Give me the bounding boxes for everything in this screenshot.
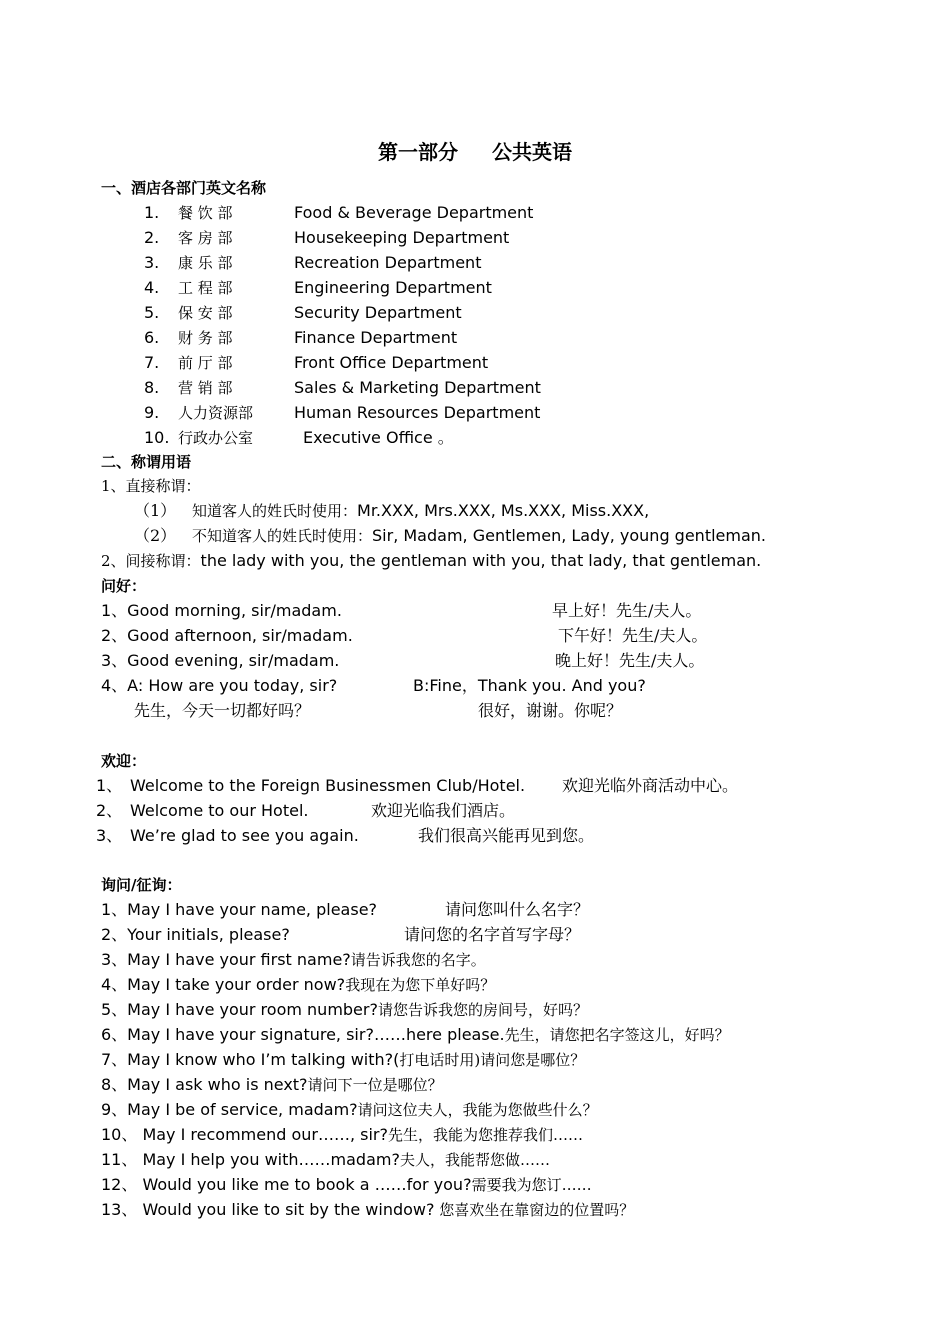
- department-english-name: Sales & Marketing Department: [294, 378, 541, 397]
- department-chinese-name: 康 乐 部: [178, 254, 233, 272]
- inquiry-4: 4、May I take your order now?我现在为您下单好吗？: [101, 975, 496, 994]
- department-number: 10.: [144, 428, 170, 447]
- inquiry-8: 8、May I ask who is next?请问下一位是哪位？: [101, 1075, 443, 1094]
- greeting-3-en: 3、Good evening, sir/madam.: [101, 651, 340, 670]
- welcome-2-cn: 欢迎光临我们酒店。: [371, 801, 516, 820]
- department-chinese-name: 营 销 部: [178, 379, 233, 397]
- department-english-name: Engineering Department: [294, 278, 492, 297]
- department-chinese-name: 客 房 部: [178, 229, 233, 247]
- department-english-name: Executive Office 。: [303, 428, 454, 447]
- welcome-2-en: Welcome to our Hotel.: [130, 801, 309, 820]
- direct-address-label: 1、直接称谓：: [101, 477, 201, 495]
- department-number: 5.: [144, 303, 160, 322]
- inquiry-5: 5、May I have your room number?请您告诉我您的房间号，好吗？: [101, 1000, 588, 1019]
- department-english-name: Security Department: [294, 303, 462, 322]
- department-number: 2.: [144, 228, 160, 247]
- direct-1-number: （1）: [134, 501, 177, 520]
- greeting-1-cn: 早上好！先生/夫人。: [552, 601, 702, 620]
- department-number: 3.: [144, 253, 160, 272]
- greeting-4-question: 4、A: How are you today, sir?: [101, 676, 338, 695]
- welcome-1-number: 1、: [96, 776, 123, 795]
- department-number: 8.: [144, 378, 160, 397]
- direct-2-text: 不知道客人的姓氏时使用：Sir, Madam, Gentlemen, Lady, young gentleman.: [192, 526, 766, 545]
- department-number: 6.: [144, 328, 160, 347]
- greeting-2-cn: 下午好！先生/夫人。: [558, 626, 708, 645]
- inquiry-13: 13、 Would you like to sit by the window? 您喜欢坐在靠窗边的位置吗？: [101, 1200, 635, 1219]
- inquiry-10: 10、 May I recommend our……, sir?先生，我能为您推荐我们……: [101, 1125, 584, 1144]
- department-row: [0, 428, 950, 448]
- greeting-3-cn: 晚上好！先生/夫人。: [555, 651, 705, 670]
- direct-2-number: （2）: [134, 526, 177, 545]
- department-english-name: Finance Department: [294, 328, 458, 347]
- department-row: [0, 303, 950, 323]
- welcome-2-number: 2、: [96, 801, 123, 820]
- inquiry-2-en: 2、Your initials, please?: [101, 925, 290, 944]
- greeting-2-en: 2、Good afternoon, sir/madam.: [101, 626, 353, 645]
- department-chinese-name: 人力资源部: [178, 404, 254, 422]
- direct-1-text: 知道客人的姓氏时使用：Mr.XXX, Mrs.XXX, Ms.XXX, Miss.XXX,: [192, 501, 650, 520]
- department-row: [0, 278, 950, 298]
- department-english-name: Human Resources Department: [294, 403, 541, 422]
- department-row: [0, 378, 950, 398]
- welcome-1-en: Welcome to the Foreign Businessmen Club/Hotel.: [130, 776, 526, 795]
- welcome-1-cn: 欢迎光临外商活动中心。: [562, 776, 739, 795]
- department-number: 9.: [144, 403, 160, 422]
- title-part: 第一部分: [378, 140, 458, 164]
- welcome-3-number: 3、: [96, 826, 123, 845]
- department-row: [0, 253, 950, 273]
- greeting-4-question-cn: 先生，今天一切都好吗？: [134, 701, 311, 720]
- department-row: [0, 328, 950, 348]
- department-row: [0, 353, 950, 373]
- department-english-name: Housekeeping Department: [294, 228, 510, 247]
- indirect-address: 2、间接称谓：the lady with you, the gentleman with you, that lady, that gentleman.: [101, 551, 762, 570]
- department-chinese-name: 工 程 部: [178, 279, 233, 297]
- department-row: [0, 203, 950, 223]
- greetings-heading: 问好：: [101, 577, 147, 595]
- department-chinese-name: 餐 饮 部: [178, 204, 233, 222]
- welcome-3-cn: 我们很高兴能再见到您。: [418, 826, 595, 845]
- inquiry-12: 12、 Would you like me to book a ……for you?需要我为您订……: [101, 1175, 592, 1194]
- page-title: [0, 136, 950, 165]
- department-number: 4.: [144, 278, 160, 297]
- department-chinese-name: 行政办公室: [178, 429, 254, 447]
- greeting-1-en: 1、Good morning, sir/madam.: [101, 601, 342, 620]
- department-english-name: Recreation Department: [294, 253, 482, 272]
- greeting-4-answer-cn: 很好，谢谢。你呢？: [478, 701, 623, 720]
- inquiry-6: 6、May I have your signature, sir?……here please.先生，请您把名字签这儿，好吗？: [101, 1025, 730, 1044]
- department-english-name: Food & Beverage Department: [294, 203, 534, 222]
- department-chinese-name: 前 厅 部: [178, 354, 233, 372]
- section2-heading: 二、称谓用语: [101, 453, 192, 471]
- department-row: [0, 228, 950, 248]
- department-english-name: Front Office Department: [294, 353, 489, 372]
- department-chinese-name: 财 务 部: [178, 329, 233, 347]
- inquiry-1-cn: 请问您叫什么名字？: [445, 900, 590, 919]
- department-row: [0, 403, 950, 423]
- welcome-3-en: We’re glad to see you again.: [130, 826, 359, 845]
- welcome-heading: 欢迎：: [101, 752, 147, 770]
- inquiry-1-en: 1、May I have your name, please?: [101, 900, 378, 919]
- department-number: 7.: [144, 353, 160, 372]
- inquiry-7: 7、May I know who I’m talking with?(打电话时用)请问您是哪位？: [101, 1050, 586, 1069]
- inquiry-3: 3、May I have your first name?请告诉我您的名字。: [101, 950, 486, 969]
- greeting-4-answer: B:Fine，Thank you. And you?: [413, 676, 646, 695]
- department-number: 1.: [144, 203, 160, 222]
- inquiry-heading: 询问/征询：: [101, 876, 182, 894]
- section1-heading: 一、酒店各部门英文名称: [101, 179, 267, 197]
- title-subject: 公共英语: [492, 140, 572, 164]
- inquiry-2-cn: 请问您的名字首写字母？: [404, 925, 581, 944]
- inquiry-9: 9、May I be of service, madam?请问这位夫人，我能为您做些什么？: [101, 1100, 598, 1119]
- inquiry-11: 11、 May I help you with……madam?夫人，我能帮您做……: [101, 1150, 550, 1169]
- department-chinese-name: 保 安 部: [178, 304, 233, 322]
